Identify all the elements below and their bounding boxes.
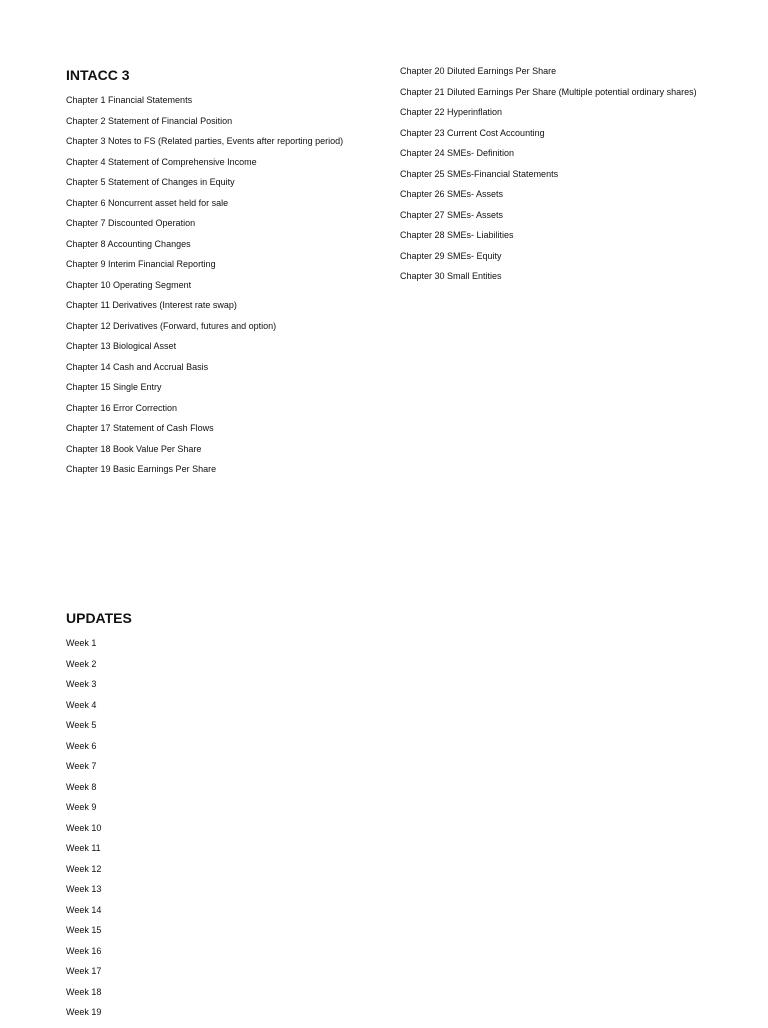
week-item: Week 3 <box>66 679 97 689</box>
chapter-item: Chapter 1 Financial Statements <box>66 95 193 105</box>
week-item: Week 14 <box>66 904 102 915</box>
week-item: Week 5 <box>66 720 97 730</box>
chapter-item: Chapter 5 Statement of Changes in Equity <box>66 177 235 187</box>
chapter-item: Chapter 23 Current Cost Accounting <box>400 127 545 138</box>
chapter-item: Chapter 12 Derivatives (Forward, futures and option) <box>66 320 277 331</box>
week-item: Week 12 <box>66 863 102 874</box>
week-item: Week 18 <box>66 986 102 997</box>
chapter-item: Chapter 16 Error Correction <box>66 402 178 413</box>
chapter-item: Chapter 8 Accounting Changes <box>66 238 191 249</box>
chapter-item: Chapter 22 Hyperinflation <box>400 107 503 117</box>
week-item: Week 7 <box>66 761 97 771</box>
chapter-item: Chapter 11 Derivatives (Interest rate swap) <box>66 300 237 310</box>
intacc-section-title: INTACC 3 <box>66 67 130 83</box>
chapter-item: Chapter 21 Diluted Earnings Per Share (Multiple potential ordinary shares) <box>400 86 697 97</box>
week-item: Week 15 <box>66 925 102 935</box>
chapter-item: Chapter 18 Book Value Per Share <box>66 443 202 454</box>
chapter-item: Chapter 4 Statement of Comprehensive Income <box>66 156 257 167</box>
chapter-item: Chapter 10 Operating Segment <box>66 279 192 290</box>
chapter-item: Chapter 29 SMEs- Equity <box>400 250 502 261</box>
week-item: Week 9 <box>66 802 97 812</box>
chapter-item: Chapter 19 Basic Earnings Per Share <box>66 464 217 474</box>
chapter-item: Chapter 30 Small Entities <box>400 271 502 281</box>
week-item: Week 8 <box>66 781 97 792</box>
chapter-item: Chapter 14 Cash and Accrual Basis <box>66 361 209 372</box>
chapter-item: Chapter 17 Statement of Cash Flows <box>66 423 214 433</box>
week-item: Week 19 <box>66 1007 102 1017</box>
chapter-item: Chapter 24 SMEs- Definition <box>400 148 515 158</box>
updates-section-title: UPDATES <box>66 610 132 626</box>
chapter-item: Chapter 20 Diluted Earnings Per Share <box>400 66 557 76</box>
week-item: Week 11 <box>66 843 101 853</box>
week-item: Week 10 <box>66 822 102 833</box>
week-item: Week 6 <box>66 740 97 751</box>
chapter-item: Chapter 6 Noncurrent asset held for sale <box>66 197 229 208</box>
chapter-item: Chapter 27 SMEs- Assets <box>400 209 504 220</box>
chapter-item: Chapter 9 Interim Financial Reporting <box>66 259 216 269</box>
week-item: Week 4 <box>66 699 97 710</box>
chapter-item: Chapter 3 Notes to FS (Related parties, Events after reporting period) <box>66 136 344 146</box>
chapter-list-left <box>66 95 343 485</box>
week-item: Week 2 <box>66 658 97 669</box>
chapter-item: Chapter 26 SMEs- Assets <box>400 189 504 199</box>
chapter-list-right <box>400 66 697 292</box>
chapter-item: Chapter 13 Biological Asset <box>66 341 177 351</box>
chapter-item: Chapter 2 Statement of Financial Position <box>66 115 233 126</box>
weeks-list <box>66 638 101 1028</box>
chapter-item: Chapter 28 SMEs- Liabilities <box>400 230 514 240</box>
week-item: Week 13 <box>66 884 102 894</box>
week-item: Week 1 <box>66 638 97 648</box>
chapter-item: Chapter 7 Discounted Operation <box>66 218 196 228</box>
chapter-item: Chapter 15 Single Entry <box>66 382 162 392</box>
chapter-item: Chapter 25 SMEs-Financial Statements <box>400 168 559 179</box>
week-item: Week 17 <box>66 966 102 976</box>
week-item: Week 16 <box>66 945 102 956</box>
